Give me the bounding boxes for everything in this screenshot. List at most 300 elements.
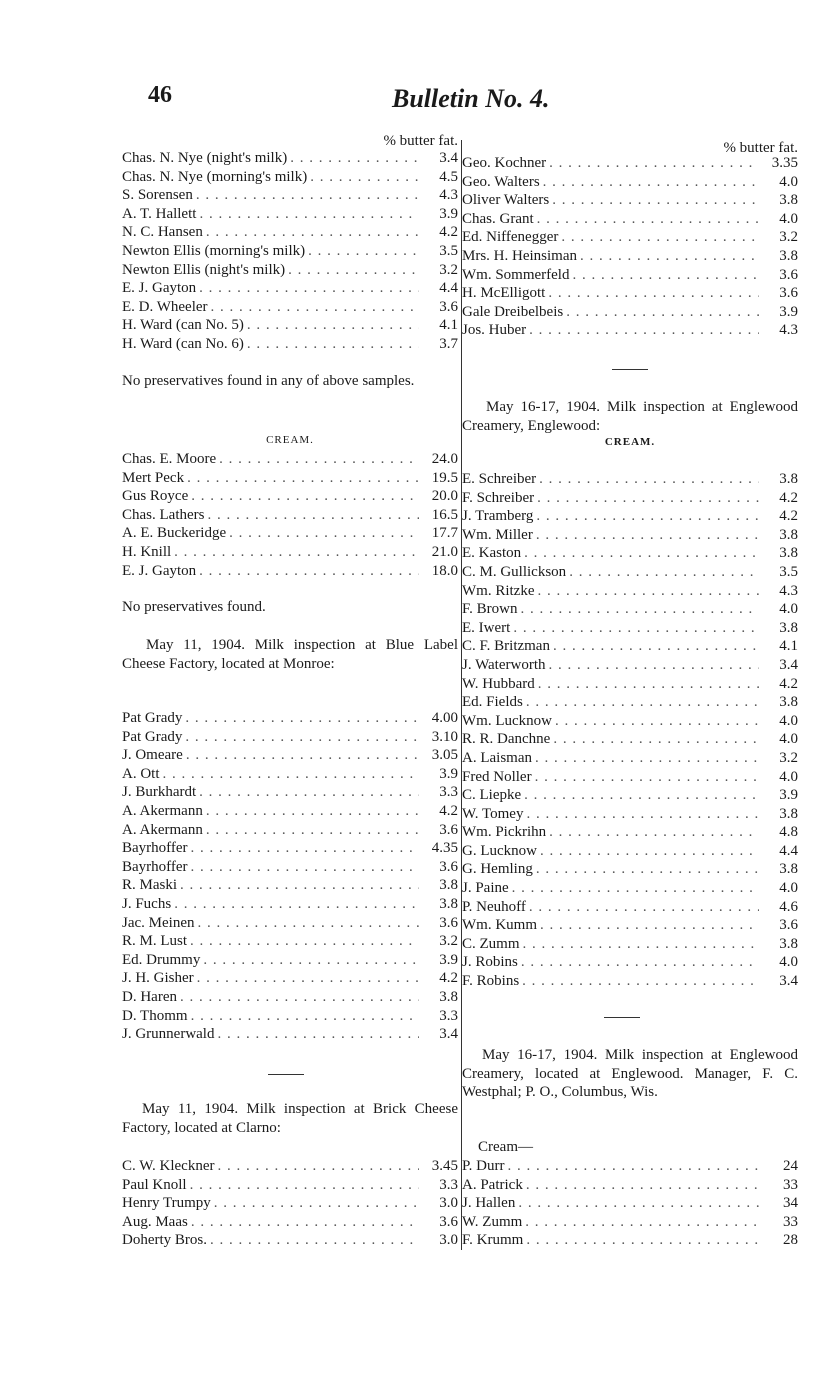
- entry-value: 3.8: [779, 694, 798, 711]
- entry-row: [462, 823, 798, 842]
- entry-row: [462, 749, 798, 768]
- entry-row: [462, 619, 798, 638]
- entry-row: [462, 507, 798, 526]
- entry-name: Ed. Drummy: [122, 951, 201, 968]
- entry-value: 3.8: [779, 247, 798, 264]
- entry-value: 3.8: [779, 619, 798, 636]
- entry-row: [462, 228, 798, 247]
- dot-leader: [203, 951, 419, 970]
- entry-value: 4.2: [439, 224, 458, 241]
- entry-value: 16.5: [431, 506, 458, 523]
- dot-leader: [185, 709, 419, 728]
- dot-leader: [524, 786, 759, 805]
- dot-leader: [549, 823, 759, 842]
- entry-row: [122, 1157, 458, 1176]
- entry-row: [122, 969, 458, 988]
- entry-row: [122, 316, 458, 335]
- entry-row: [462, 842, 798, 861]
- entry-name: D. Thomm: [122, 1007, 188, 1024]
- entry-row: [122, 1007, 458, 1026]
- entry-row: [122, 895, 458, 914]
- entry-name: J. Hallen: [462, 1195, 516, 1212]
- dot-leader: [229, 524, 419, 543]
- dot-leader: [569, 563, 759, 582]
- entry-row: [462, 730, 798, 749]
- dot-leader: [526, 1231, 759, 1250]
- entry-row: [462, 266, 798, 285]
- entry-name: Pat Grady: [122, 728, 183, 745]
- dot-leader: [535, 768, 759, 787]
- entry-name: E. J. Gayton: [122, 280, 197, 297]
- entry-name: C. Liepke: [462, 787, 522, 804]
- entry-row: [122, 543, 458, 562]
- entry-row: [122, 783, 458, 802]
- entry-name: Gale Dreibelbeis: [462, 303, 564, 320]
- entry-value: 3.2: [439, 261, 458, 278]
- entry-value: 4.1: [439, 317, 458, 334]
- dot-leader: [535, 749, 759, 768]
- dot-leader: [529, 898, 759, 917]
- entry-row: [462, 860, 798, 879]
- entry-row: [462, 916, 798, 935]
- entry-name: G. Lucknow: [462, 842, 537, 859]
- entry-value: 4.1: [779, 638, 798, 655]
- dot-leader: [537, 210, 759, 229]
- entry-name: Bayrhoffer: [122, 840, 188, 857]
- entry-row: [462, 879, 798, 898]
- entry-name: F. Krumm: [462, 1232, 524, 1249]
- entry-value: 3.6: [779, 266, 798, 283]
- entry-name: Ed. Fields: [462, 694, 523, 711]
- entry-value: 3.6: [439, 858, 458, 875]
- entry-value: 3.6: [439, 914, 458, 931]
- entry-name: Wm. Pickrihn: [462, 824, 547, 841]
- entry-name: Wm. Kumm: [462, 917, 537, 934]
- dot-leader: [536, 860, 759, 879]
- dot-leader: [520, 600, 759, 619]
- butter-fat-header: % butter fat.: [383, 133, 458, 149]
- dot-leader: [572, 266, 759, 285]
- entry-name: R. M. Lust: [122, 933, 188, 950]
- entry-row: [122, 951, 458, 970]
- entry-value: 3.9: [779, 787, 798, 804]
- entry-value: 4.0: [779, 210, 798, 227]
- entry-row: [462, 972, 798, 991]
- entry-row: [462, 953, 798, 972]
- entry-name: Newton Ellis (night's milk): [122, 261, 286, 278]
- dot-leader: [190, 932, 419, 951]
- right-group1-list: [462, 154, 798, 340]
- entry-value: 3.8: [779, 935, 798, 952]
- entry-row: [462, 1213, 798, 1232]
- entry-value: 4.2: [779, 508, 798, 525]
- entry-value: 4.2: [779, 675, 798, 692]
- dot-leader: [163, 765, 420, 784]
- entry-value: 4.3: [439, 187, 458, 204]
- entry-row: [462, 898, 798, 917]
- dot-leader: [207, 506, 419, 525]
- dot-leader: [191, 1007, 419, 1026]
- entry-name: E. D. Wheeler: [122, 298, 208, 315]
- entry-value: 3.8: [439, 988, 458, 1005]
- dot-leader: [537, 489, 759, 508]
- left-cream-label: CREAM.: [266, 434, 314, 446]
- entry-value: 3.7: [439, 335, 458, 352]
- entry-value: 3.0: [439, 1232, 458, 1249]
- entry-row: [122, 524, 458, 543]
- entry-name: A. Patrick: [462, 1176, 523, 1193]
- entry-row: [122, 802, 458, 821]
- left-header: [122, 132, 458, 150]
- entry-value: 3.0: [439, 1195, 458, 1212]
- right-section-rule: [604, 1017, 640, 1018]
- entry-name: E. J. Gayton: [122, 562, 197, 579]
- entry-name: J. H. Gisher: [122, 970, 194, 987]
- entry-value: 3.6: [439, 298, 458, 315]
- dot-leader: [540, 916, 759, 935]
- entry-row: [122, 1194, 458, 1213]
- entry-row: [122, 261, 458, 280]
- entry-value: 4.0: [779, 880, 798, 897]
- entry-value: 3.4: [779, 656, 798, 673]
- dot-leader: [525, 1213, 759, 1232]
- entry-value: 3.6: [779, 285, 798, 302]
- entry-name: Bayrhoffer: [122, 858, 188, 875]
- dot-leader: [310, 168, 419, 187]
- entry-value: 4.2: [439, 970, 458, 987]
- entry-value: 4.4: [439, 280, 458, 297]
- entry-value: 3.2: [779, 229, 798, 246]
- left-section-rule: [268, 1074, 304, 1075]
- dot-leader: [521, 953, 759, 972]
- entry-value: 3.8: [779, 526, 798, 543]
- dot-leader: [580, 247, 759, 266]
- entry-name: Chas. Grant: [462, 210, 534, 227]
- dot-leader: [211, 298, 419, 317]
- butter-fat-header: % butter fat.: [723, 140, 798, 156]
- dot-leader: [555, 712, 759, 731]
- entry-value: 3.35: [771, 155, 798, 171]
- entry-name: Gus Royce: [122, 488, 189, 505]
- left-group1-list: [122, 149, 458, 354]
- entry-name: F. Brown: [462, 601, 518, 618]
- entry-row: [122, 469, 458, 488]
- dot-leader: [185, 728, 419, 747]
- entry-row: [462, 693, 798, 712]
- dot-leader: [508, 1157, 759, 1176]
- entry-value: 4.35: [431, 840, 458, 857]
- entry-value: 3.45: [431, 1158, 458, 1174]
- dot-leader: [537, 582, 759, 601]
- dot-leader: [206, 223, 419, 242]
- dot-leader: [180, 988, 419, 1007]
- entry-row: [462, 582, 798, 601]
- entry-value: 24: [783, 1158, 798, 1174]
- left-brick-list: [122, 1157, 458, 1250]
- entry-value: 4.6: [779, 898, 798, 915]
- entry-name: A. Ott: [122, 765, 160, 782]
- dot-leader: [536, 507, 759, 526]
- dot-leader: [290, 149, 419, 168]
- entry-value: 4.3: [779, 582, 798, 599]
- entry-name: Aug. Maas: [122, 1213, 188, 1230]
- entry-row: [122, 988, 458, 1007]
- entry-name: Chas. Lathers: [122, 506, 205, 523]
- entry-name: J. Grunnerwald: [122, 1026, 215, 1043]
- dot-leader: [539, 470, 759, 489]
- entry-row: [462, 656, 798, 675]
- entry-value: 3.8: [439, 895, 458, 912]
- entry-value: 4.4: [779, 842, 798, 859]
- right-section-rule: [612, 369, 648, 370]
- entry-value: 3.8: [779, 545, 798, 562]
- dot-leader: [186, 746, 419, 765]
- entry-name: C. M. Gullickson: [462, 563, 567, 580]
- entry-name: Henry Trumpy: [122, 1195, 211, 1212]
- right-cream-label: CREAM.: [604, 436, 656, 448]
- entry-value: 4.0: [779, 731, 798, 748]
- entry-row: [462, 675, 798, 694]
- dot-leader: [217, 1025, 419, 1044]
- entry-name: Newton Ellis (morning's milk): [122, 242, 306, 259]
- entry-value: 3.5: [779, 563, 798, 580]
- entry-row: [122, 1213, 458, 1232]
- entry-row: [122, 279, 458, 298]
- dot-leader: [549, 656, 760, 675]
- left-section-brick-heading: May 11, 1904. Milk inspection at Brick Cheese Factory, located at Clarno:: [122, 1101, 458, 1136]
- dot-leader: [199, 562, 419, 581]
- entry-name: J. Omeare: [122, 747, 183, 764]
- entry-name: J. Fuchs: [122, 895, 172, 912]
- entry-value: 21.0: [431, 543, 458, 560]
- entry-row: [122, 858, 458, 877]
- dot-leader: [538, 675, 759, 694]
- entry-value: 3.3: [439, 1176, 458, 1193]
- entry-name: C. W. Kleckner: [122, 1158, 215, 1174]
- dot-leader: [196, 186, 419, 205]
- entry-row: [122, 335, 458, 354]
- entry-value: 3.2: [779, 749, 798, 766]
- right-section-englewood-manager-heading: May 16-17, 1904. Milk inspection at Englewood Creamery, located at Englewood. Manager, F. C. Westphal; P. O., Columbus, Wis.: [462, 1047, 798, 1101]
- entry-value: 3.8: [779, 471, 798, 487]
- dot-leader: [529, 321, 759, 340]
- dot-leader: [199, 783, 419, 802]
- left-note-no-preservatives: No preservatives found.: [122, 599, 266, 615]
- right-englewood-list: [462, 470, 798, 991]
- entry-name: Jos. Huber: [462, 322, 527, 339]
- left-cream-list: [122, 450, 458, 580]
- dot-leader: [543, 173, 759, 192]
- entry-value: 4.0: [779, 768, 798, 785]
- entry-name: Geo. Kochner: [462, 155, 547, 171]
- entry-name: Doherty Bros.: [122, 1232, 207, 1249]
- entry-name: S. Sorensen: [122, 187, 193, 204]
- entry-value: 4.00: [431, 710, 458, 726]
- dot-leader: [191, 858, 419, 877]
- entry-row: [122, 1231, 458, 1250]
- entry-row: [122, 932, 458, 951]
- entry-name: W. Zumm: [462, 1213, 523, 1230]
- entry-value: 3.4: [439, 150, 458, 166]
- entry-name: Paul Knoll: [122, 1176, 187, 1193]
- entry-name: F. Robins: [462, 973, 520, 990]
- entry-row: [462, 1194, 798, 1213]
- entry-name: Wm. Lucknow: [462, 712, 552, 729]
- entry-value: 3.05: [431, 747, 458, 764]
- entry-name: E. Iwert: [462, 619, 511, 636]
- entry-value: 3.3: [439, 1007, 458, 1024]
- entry-row: [122, 186, 458, 205]
- entry-value: 3.8: [439, 877, 458, 894]
- entry-name: R. R. Danchne: [462, 731, 551, 748]
- entry-value: 3.4: [779, 973, 798, 990]
- entry-name: J. Waterworth: [462, 656, 546, 673]
- dot-leader: [197, 969, 419, 988]
- entry-value: 28: [783, 1232, 798, 1249]
- entry-value: 4.0: [779, 173, 798, 190]
- entry-row: [462, 786, 798, 805]
- entry-value: 3.8: [779, 192, 798, 209]
- dot-leader: [180, 876, 419, 895]
- entry-name: G. Hemling: [462, 861, 533, 878]
- entry-row: [122, 914, 458, 933]
- dot-leader: [199, 205, 419, 224]
- entry-name: N. C. Hansen: [122, 224, 203, 241]
- entry-name: H. Ward (can No. 5): [122, 317, 244, 334]
- entry-value: 4.2: [439, 802, 458, 819]
- entry-row: [122, 487, 458, 506]
- entry-row: [462, 563, 798, 582]
- entry-name: Wm. Miller: [462, 526, 533, 543]
- left-blue-label-list: [122, 709, 458, 1044]
- entry-row: [462, 805, 798, 824]
- entry-name: J. Robins: [462, 954, 518, 971]
- entry-value: 24.0: [431, 451, 458, 467]
- entry-name: Geo. Walters: [462, 173, 540, 190]
- entry-value: 34: [783, 1195, 798, 1212]
- dot-leader: [174, 543, 419, 562]
- entry-value: 33: [783, 1176, 798, 1193]
- dot-leader: [247, 335, 419, 354]
- entry-value: 4.0: [779, 601, 798, 618]
- dot-leader: [526, 1176, 759, 1195]
- dot-leader: [191, 839, 419, 858]
- entry-row: [462, 247, 798, 266]
- dot-leader: [522, 972, 759, 991]
- left-section-blue-label-heading: May 11, 1904. Milk inspection at Blue Label Cheese Factory, located at Monroe:: [122, 637, 458, 672]
- entry-row: [122, 562, 458, 581]
- dot-leader: [197, 914, 419, 933]
- entry-row: [122, 821, 458, 840]
- entry-row: [122, 223, 458, 242]
- entry-row: [462, 470, 798, 489]
- entry-row: [462, 154, 798, 173]
- entry-value: 19.5: [431, 469, 458, 486]
- entry-value: 3.9: [439, 951, 458, 968]
- entry-row: [462, 637, 798, 656]
- entry-value: 3.8: [779, 805, 798, 822]
- entry-name: Pat Grady: [122, 710, 183, 726]
- dot-leader: [288, 261, 419, 280]
- entry-value: 3.9: [439, 205, 458, 222]
- dot-leader: [526, 805, 759, 824]
- entry-value: 4.8: [779, 824, 798, 841]
- entry-value: 3.2: [439, 933, 458, 950]
- entry-row: [122, 298, 458, 317]
- dot-leader: [561, 228, 759, 247]
- entry-row: [462, 526, 798, 545]
- dot-leader: [219, 450, 419, 469]
- dot-leader: [549, 154, 759, 173]
- entry-name: D. Haren: [122, 988, 177, 1005]
- dot-leader: [247, 316, 419, 335]
- dot-leader: [214, 1194, 419, 1213]
- dot-leader: [206, 802, 419, 821]
- entry-row: [462, 210, 798, 229]
- dot-leader: [552, 191, 759, 210]
- entry-row: [462, 303, 798, 322]
- entry-row: [462, 321, 798, 340]
- entry-name: H. Knill: [122, 543, 172, 560]
- entry-value: 3.4: [439, 1026, 458, 1043]
- entry-value: 18.0: [431, 562, 458, 579]
- dot-leader: [308, 242, 419, 261]
- left-note-preservatives: No preservatives found in any of above samples.: [122, 373, 415, 389]
- entry-name: E. Kaston: [462, 545, 522, 562]
- entry-row: [462, 544, 798, 563]
- entry-row: [462, 712, 798, 731]
- entry-value: 4.0: [779, 712, 798, 729]
- entry-name: J. Tramberg: [462, 508, 534, 525]
- entry-value: 3.9: [439, 765, 458, 782]
- entry-row: [462, 1176, 798, 1195]
- entry-row: [462, 1231, 798, 1250]
- entry-row: [122, 242, 458, 261]
- dot-leader: [548, 284, 759, 303]
- entry-row: [462, 768, 798, 787]
- entry-row: [122, 1025, 458, 1044]
- entry-row: [122, 506, 458, 525]
- dot-leader: [206, 821, 419, 840]
- entry-name: A. Akermann: [122, 821, 203, 838]
- dot-leader: [174, 895, 419, 914]
- entry-row: [462, 1157, 798, 1176]
- dot-leader: [199, 279, 419, 298]
- entry-row: [462, 173, 798, 192]
- entry-name: H. Ward (can No. 6): [122, 335, 244, 352]
- dot-leader: [513, 619, 759, 638]
- entry-value: 3.8: [779, 861, 798, 878]
- entry-value: 3.10: [431, 728, 458, 745]
- entry-value: 3.6: [439, 821, 458, 838]
- entry-row: [122, 876, 458, 895]
- dot-leader: [536, 526, 759, 545]
- dot-leader: [217, 1157, 419, 1176]
- entry-name: Chas. N. Nye (morning's milk): [122, 168, 308, 185]
- entry-name: A. E. Buckeridge: [122, 525, 227, 542]
- right-section-englewood-heading: May 16-17, 1904. Milk inspection at Englewood Creamery, Englewood:: [462, 399, 798, 434]
- dot-leader: [191, 1213, 419, 1232]
- entry-value: 3.9: [779, 303, 798, 320]
- entry-name: W. Hubbard: [462, 675, 535, 692]
- dot-leader: [523, 935, 759, 954]
- entry-name: Wm. Sommerfeld: [462, 266, 570, 283]
- dot-leader: [512, 879, 759, 898]
- dot-leader: [210, 1231, 419, 1250]
- entry-value: 4.5: [439, 168, 458, 185]
- entry-value: 3.6: [779, 917, 798, 934]
- entry-name: Jac. Meinen: [122, 914, 195, 931]
